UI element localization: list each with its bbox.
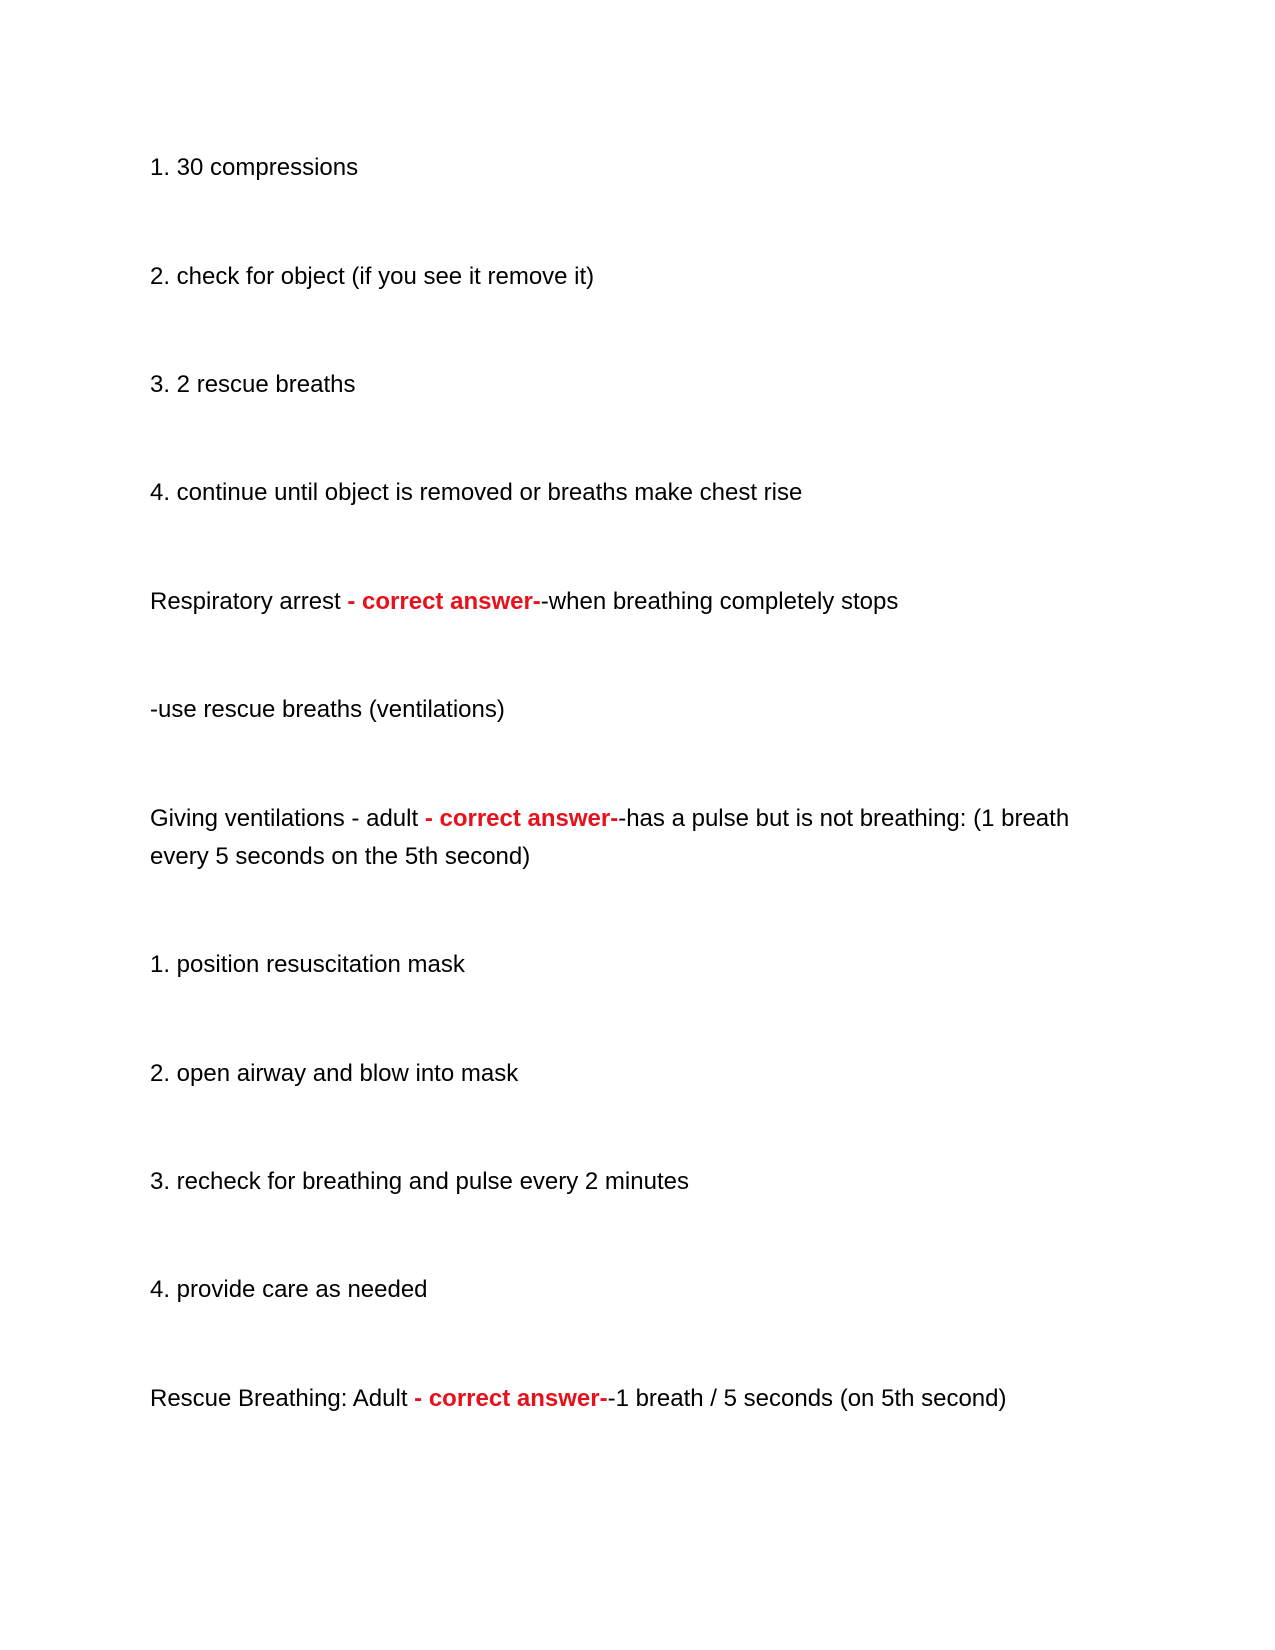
qa-respiratory-arrest bbox=[150, 583, 1110, 621]
qa-rescue-breathing-adult bbox=[150, 1380, 1110, 1418]
note-use-rescue-breaths bbox=[150, 691, 1110, 729]
step-30-compressions bbox=[150, 149, 1110, 187]
definition: -when breathing completely stops bbox=[540, 588, 899, 615]
line-text: 2. open airway and blow into mask bbox=[150, 1060, 519, 1087]
definition: -has a pulse but is not breathing: (1 breath every 5 seconds on the 5th second) bbox=[150, 805, 1070, 870]
correct-answer-marker: - correct answer- bbox=[347, 588, 541, 615]
line-text: -use rescue breaths (ventilations) bbox=[150, 696, 505, 723]
step-check-object bbox=[150, 258, 1110, 296]
step-rescue-breaths bbox=[150, 366, 1110, 404]
line-text: 4. provide care as needed bbox=[150, 1276, 428, 1303]
step-open-airway bbox=[150, 1055, 1110, 1093]
term: Rescue Breathing: Adult bbox=[150, 1385, 415, 1412]
term: Giving ventilations - adult bbox=[150, 805, 425, 832]
line-text: 3. recheck for breathing and pulse every 2 minutes bbox=[150, 1168, 689, 1195]
term: Respiratory arrest bbox=[150, 588, 348, 615]
step-position-mask bbox=[150, 946, 1110, 984]
line-text: 3. 2 rescue breaths bbox=[150, 371, 356, 398]
step-recheck bbox=[150, 1163, 1110, 1201]
correct-answer-marker: - correct answer- bbox=[414, 1385, 608, 1412]
line-text: 1. position resuscitation mask bbox=[150, 951, 465, 978]
step-provide-care bbox=[150, 1271, 1110, 1309]
line-text: 2. check for object (if you see it remove it) bbox=[150, 263, 595, 290]
qa-giving-ventilations bbox=[150, 800, 1110, 876]
line-text: 4. continue until object is removed or breaths make chest rise bbox=[150, 479, 803, 506]
definition: -1 breath / 5 seconds (on 5th second) bbox=[607, 1385, 1007, 1412]
line-text: 1. 30 compressions bbox=[150, 154, 359, 181]
correct-answer-marker: - correct answer- bbox=[424, 805, 619, 832]
step-continue bbox=[150, 474, 1110, 512]
